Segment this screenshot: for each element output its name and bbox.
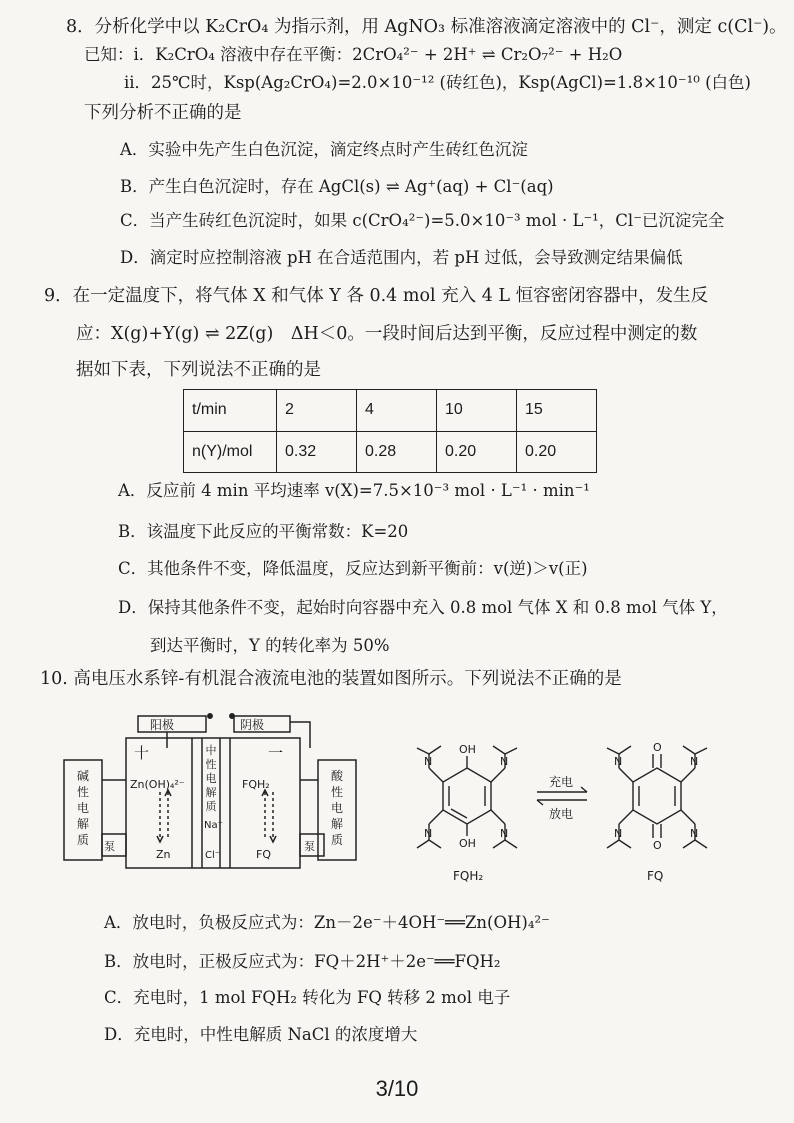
q9-option-c: C．其他条件不变，降低温度，反应达到新平衡前：v(逆)＞v(正): [118, 559, 588, 578]
table-row: [184, 431, 597, 473]
anode-label: 阳极: [150, 718, 175, 732]
fqh2-hydroxyl-bottom: OH: [459, 837, 476, 850]
fq-amine-n: N: [614, 755, 623, 768]
q8-stem: 8．分析化学中以 K₂CrO₄ 为指示剂，用 AgNO₃ 标准溶液滴定溶液中的 Cl⁻，测定 c(Cl⁻)。: [66, 17, 787, 37]
middle-electrolyte-char: 质: [205, 800, 217, 813]
q10-stem: 10. 高电压水系锌-有机混合液流电池的装置如图所示。下列说法不正确的是: [40, 669, 622, 689]
fq-label: FQ: [256, 848, 271, 861]
q10-option-c: C．充电时，1 mol FQH₂ 转化为 FQ 转移 2 mol 电子: [104, 988, 511, 1007]
q9-data-table: [183, 389, 597, 473]
q8-option-d: D．滴定时应控制溶液 pH 在合适范围内，若 pH 过低，会导致测定结果偏低: [120, 248, 683, 267]
left-electrolyte-char: 电: [76, 801, 90, 815]
right-electrolyte-char: 电: [330, 801, 344, 815]
left-electrolyte-char: 解: [76, 817, 90, 831]
sodium-ion-label: Na⁺: [204, 820, 223, 831]
q9-stem-3: 据如下表，下列说法不正确的是: [76, 360, 321, 380]
fqh2-amine-n: N: [424, 755, 433, 768]
middle-electrolyte-char: 解: [205, 786, 217, 799]
q9-stem-1: 9．在一定温度下，将气体 X 和气体 Y 各 0.4 mol 充入 4 L 恒容密闭容器中，发生反: [44, 286, 709, 306]
left-electrolyte-char: 质: [76, 833, 90, 847]
page-number: 3/10: [375, 1076, 419, 1101]
table-cell: 10: [437, 390, 517, 432]
table-cell: n(Y)/mol: [184, 431, 277, 473]
q9-option-a: A．反应前 4 min 平均速率 v(X)=7.5×10⁻³ mol · L⁻¹ · min⁻¹: [118, 481, 590, 500]
discharge-label: 放电: [549, 807, 574, 821]
zinc-label: Zn: [156, 848, 171, 861]
fq-carbonyl-bottom: O: [653, 839, 662, 852]
right-electrolyte-char: 性: [330, 785, 344, 799]
q9-stem-2: 应：X(g)+Y(g) ⇌ 2Z(g) ΔH＜0。一段时间后达到平衡，反应过程中测定的数: [76, 324, 698, 344]
pump-right-label: 泵: [304, 840, 315, 853]
middle-electrolyte-char: 电: [205, 772, 217, 785]
fqh2-molecule-label: FQH₂: [453, 869, 484, 883]
fq-carbonyl-top: O: [653, 741, 662, 754]
table-cell: 0.20: [517, 431, 597, 473]
q9-option-d: D．保持其他条件不变，起始时向容器中充入 0.8 mol 气体 X 和 0.8 mol 气体 Y，: [118, 598, 728, 617]
table-cell: 0.32: [277, 431, 357, 473]
left-electrolyte-char: 性: [76, 785, 90, 799]
q10-option-d: D．充电时，中性电解质 NaCl 的浓度增大: [104, 1025, 418, 1044]
q8-known-ii: ii．25℃时，Ksp(Ag₂CrO₄)=2.0×10⁻¹² (砖红色)，Ksp(AgCl)=1.8×10⁻¹⁰ (白色): [124, 73, 751, 92]
q10-option-b: B．放电时，正极反应式为：FQ＋2H⁺＋2e⁻══FQH₂: [104, 952, 501, 971]
cathode-label: 阴极: [240, 718, 265, 732]
table-cell: 2: [277, 390, 357, 432]
right-electrolyte-char: 质: [330, 833, 344, 847]
fqh2-hydroxyl-top: OH: [459, 743, 476, 756]
pump-left-label: 泵: [104, 840, 115, 853]
table-cell: 15: [517, 390, 597, 432]
q8-option-c: C．当产生砖红色沉淀时，如果 c(CrO₄²⁻)=5.0×10⁻³ mol · L⁻¹，Cl⁻已沉淀完全: [120, 211, 725, 230]
right-electrolyte-char: 解: [330, 817, 344, 831]
q8-option-b: B．产生白色沉淀时，存在 AgCl(s) ⇌ Ag⁺(aq) + Cl⁻(aq): [120, 177, 554, 196]
table-cell: 4: [357, 390, 437, 432]
minus-label: 一: [268, 744, 284, 762]
q10-option-a: A．放电时，负极反应式为：Zn－2e⁻＋4OH⁻══Zn(OH)₄²⁻: [104, 913, 550, 932]
table-cell: t/min: [184, 390, 277, 432]
q8-option-a: A．实验中先产生白色沉淀，滴定终点时产生砖红色沉淀: [120, 140, 528, 159]
q8-known-i: 已知：i．K₂CrO₄ 溶液中存在平衡：2CrO₄²⁻ + 2H⁺ ⇌ Cr₂O₇²⁻ + H₂O: [84, 45, 623, 64]
chloride-ion-label: Cl⁻: [205, 850, 221, 861]
fq-amine-n: N: [614, 827, 623, 840]
plus-label: 十: [134, 744, 150, 762]
battery-diagram: [60, 708, 360, 883]
table-cell: 0.20: [437, 431, 517, 473]
q9-option-b: B．该温度下此反应的平衡常数：K=20: [118, 522, 409, 541]
left-electrolyte-char: 碱: [76, 769, 90, 783]
fq-molecule-label: FQ: [647, 869, 664, 883]
middle-electrolyte-char: 中: [205, 744, 217, 757]
reaction-scheme: [395, 720, 735, 900]
fqh2-amine-n: N: [500, 827, 509, 840]
zincate-label: Zn(OH)₄²⁻: [130, 778, 185, 791]
right-electrolyte-char: 酸: [330, 769, 344, 783]
middle-electrolyte-char: 性: [205, 758, 217, 771]
charge-label: 充电: [549, 775, 574, 789]
q8-ask: 下列分析不正确的是: [84, 103, 242, 123]
fq-amine-n: N: [690, 755, 699, 768]
fqh2-label: FQH₂: [242, 778, 270, 791]
table-row: [184, 390, 597, 432]
q9-option-d-cont: 到达平衡时，Y 的转化率为 50%: [150, 636, 390, 655]
table-cell: 0.28: [357, 431, 437, 473]
fqh2-amine-n: N: [424, 827, 433, 840]
fq-amine-n: N: [690, 827, 699, 840]
fqh2-amine-n: N: [500, 755, 509, 768]
